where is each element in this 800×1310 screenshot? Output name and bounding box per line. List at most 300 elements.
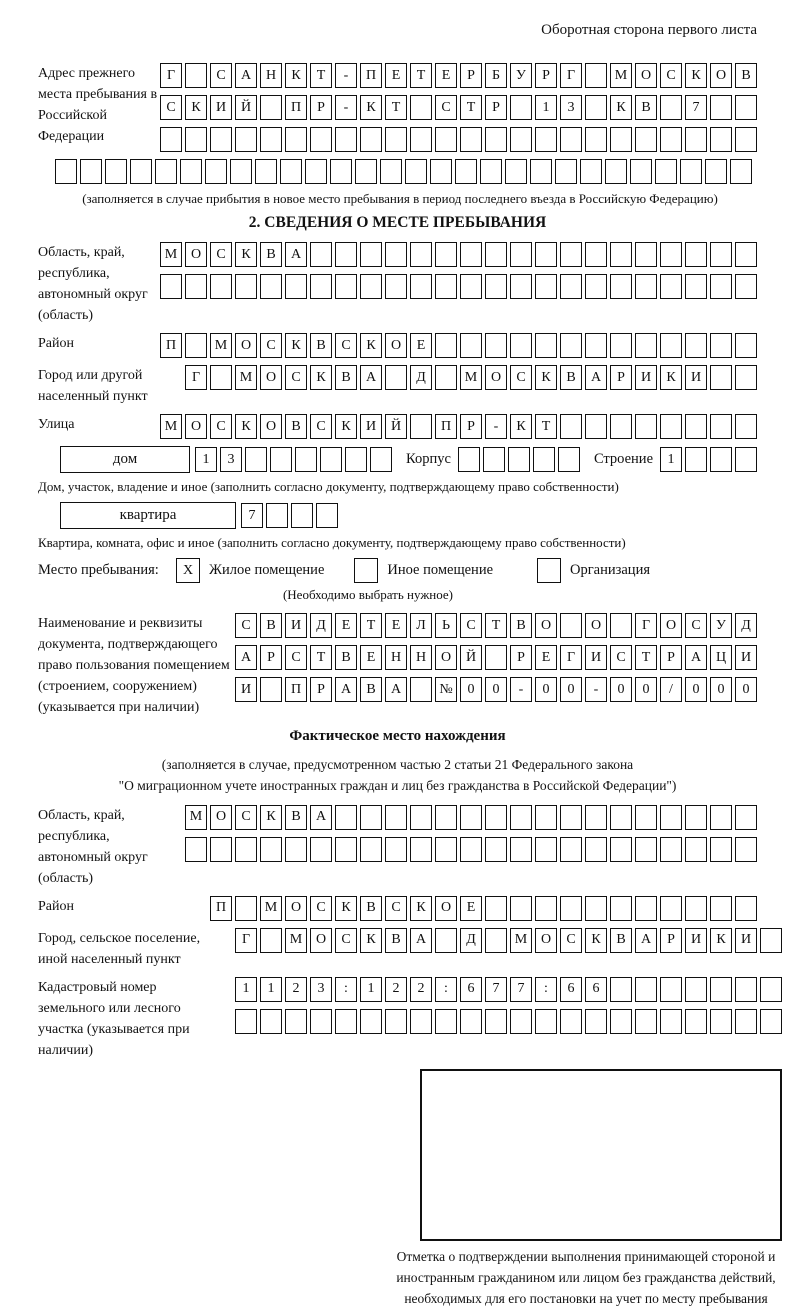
char-cell[interactable]: 3: [560, 95, 582, 120]
char-cell[interactable]: :: [335, 977, 357, 1002]
char-cell[interactable]: 1: [235, 977, 257, 1002]
char-cell[interactable]: [510, 333, 532, 358]
char-cell[interactable]: -: [510, 677, 532, 702]
char-cell[interactable]: [685, 333, 707, 358]
char-cell[interactable]: [310, 127, 332, 152]
char-cell[interactable]: И: [360, 414, 382, 439]
char-cell[interactable]: [635, 414, 657, 439]
char-cell[interactable]: [260, 1009, 282, 1034]
char-cell[interactable]: 2: [385, 977, 407, 1002]
char-cell[interactable]: М: [510, 928, 532, 953]
char-cell[interactable]: [660, 977, 682, 1002]
char-cell[interactable]: К: [535, 365, 557, 390]
char-cell[interactable]: С: [235, 613, 257, 638]
char-cell[interactable]: [585, 1009, 607, 1034]
char-cell[interactable]: К: [335, 414, 357, 439]
char-cell[interactable]: [585, 242, 607, 267]
char-cell[interactable]: Е: [410, 333, 432, 358]
char-cell[interactable]: К: [260, 805, 282, 830]
char-cell[interactable]: 3: [220, 447, 242, 472]
char-cell[interactable]: [635, 896, 657, 921]
char-cell[interactable]: Е: [385, 63, 407, 88]
char-cell[interactable]: [260, 274, 282, 299]
char-cell[interactable]: М: [460, 365, 482, 390]
char-cell[interactable]: К: [335, 896, 357, 921]
char-cell[interactable]: [435, 242, 457, 267]
char-cell[interactable]: Ь: [435, 613, 457, 638]
char-cell[interactable]: Д: [310, 613, 332, 638]
char-cell[interactable]: [508, 447, 530, 472]
char-cell[interactable]: С: [160, 95, 182, 120]
char-cell[interactable]: И: [685, 928, 707, 953]
char-cell[interactable]: [630, 159, 652, 184]
char-cell[interactable]: К: [510, 414, 532, 439]
char-cell[interactable]: [610, 613, 632, 638]
char-cell[interactable]: [685, 242, 707, 267]
char-cell[interactable]: [485, 1009, 507, 1034]
char-cell[interactable]: [610, 837, 632, 862]
char-cell[interactable]: П: [210, 896, 232, 921]
char-cell[interactable]: [580, 159, 602, 184]
char-cell[interactable]: [235, 896, 257, 921]
char-cell[interactable]: [710, 414, 732, 439]
other-premises-checkbox[interactable]: [354, 558, 378, 583]
char-cell[interactable]: [760, 1009, 782, 1034]
char-cell[interactable]: А: [585, 365, 607, 390]
char-cell[interactable]: [80, 159, 102, 184]
char-cell[interactable]: О: [310, 928, 332, 953]
char-cell[interactable]: [735, 1009, 757, 1034]
char-cell[interactable]: [705, 159, 727, 184]
char-cell[interactable]: Е: [385, 613, 407, 638]
char-cell[interactable]: А: [310, 805, 332, 830]
char-cell[interactable]: [585, 414, 607, 439]
char-cell[interactable]: [485, 333, 507, 358]
char-cell[interactable]: О: [535, 928, 557, 953]
char-cell[interactable]: Г: [160, 63, 182, 88]
char-cell[interactable]: В: [335, 365, 357, 390]
char-cell[interactable]: [260, 677, 282, 702]
char-cell[interactable]: [360, 242, 382, 267]
char-cell[interactable]: [285, 274, 307, 299]
char-cell[interactable]: О: [535, 613, 557, 638]
char-cell[interactable]: [410, 837, 432, 862]
char-cell[interactable]: [635, 805, 657, 830]
char-cell[interactable]: [210, 837, 232, 862]
char-cell[interactable]: [735, 805, 757, 830]
char-cell[interactable]: [485, 645, 507, 670]
char-cell[interactable]: [185, 63, 207, 88]
char-cell[interactable]: И: [735, 928, 757, 953]
char-cell[interactable]: [660, 274, 682, 299]
char-cell[interactable]: Е: [535, 645, 557, 670]
char-cell[interactable]: [210, 127, 232, 152]
char-cell[interactable]: [585, 274, 607, 299]
char-cell[interactable]: 0: [635, 677, 657, 702]
char-cell[interactable]: А: [235, 645, 257, 670]
char-cell[interactable]: [510, 1009, 532, 1034]
char-cell[interactable]: Т: [460, 95, 482, 120]
char-cell[interactable]: Й: [460, 645, 482, 670]
char-cell[interactable]: [585, 63, 607, 88]
char-cell[interactable]: О: [485, 365, 507, 390]
char-cell[interactable]: Н: [385, 645, 407, 670]
char-cell[interactable]: [355, 159, 377, 184]
char-cell[interactable]: И: [635, 365, 657, 390]
char-cell[interactable]: 2: [285, 977, 307, 1002]
char-cell[interactable]: Р: [660, 928, 682, 953]
char-cell[interactable]: Е: [360, 645, 382, 670]
char-cell[interactable]: [685, 1009, 707, 1034]
char-cell[interactable]: [480, 159, 502, 184]
char-cell[interactable]: [435, 805, 457, 830]
char-cell[interactable]: И: [235, 677, 257, 702]
char-cell[interactable]: О: [185, 414, 207, 439]
char-cell[interactable]: [610, 896, 632, 921]
char-cell[interactable]: 1: [360, 977, 382, 1002]
char-cell[interactable]: М: [610, 63, 632, 88]
char-cell[interactable]: [605, 159, 627, 184]
char-cell[interactable]: [510, 837, 532, 862]
char-cell[interactable]: [205, 159, 227, 184]
char-cell[interactable]: [735, 365, 757, 390]
char-cell[interactable]: [535, 333, 557, 358]
char-cell[interactable]: В: [385, 928, 407, 953]
char-cell[interactable]: [560, 333, 582, 358]
char-cell[interactable]: К: [235, 242, 257, 267]
char-cell[interactable]: Р: [485, 95, 507, 120]
char-cell[interactable]: 0: [685, 677, 707, 702]
char-cell[interactable]: О: [435, 645, 457, 670]
char-cell[interactable]: [710, 1009, 732, 1034]
char-cell[interactable]: Р: [510, 645, 532, 670]
char-cell[interactable]: [305, 159, 327, 184]
char-cell[interactable]: [510, 274, 532, 299]
char-cell[interactable]: С: [210, 414, 232, 439]
char-cell[interactable]: Т: [410, 63, 432, 88]
char-cell[interactable]: [710, 896, 732, 921]
char-cell[interactable]: [560, 127, 582, 152]
char-cell[interactable]: [410, 274, 432, 299]
char-cell[interactable]: [335, 837, 357, 862]
char-cell[interactable]: К: [660, 365, 682, 390]
char-cell[interactable]: М: [185, 805, 207, 830]
char-cell[interactable]: [760, 977, 782, 1002]
char-cell[interactable]: 0: [735, 677, 757, 702]
char-cell[interactable]: А: [360, 365, 382, 390]
char-cell[interactable]: [435, 365, 457, 390]
char-cell[interactable]: [385, 127, 407, 152]
char-cell[interactable]: 7: [241, 503, 263, 528]
char-cell[interactable]: А: [285, 242, 307, 267]
char-cell[interactable]: 3: [310, 977, 332, 1002]
char-cell[interactable]: В: [285, 805, 307, 830]
char-cell[interactable]: [260, 837, 282, 862]
char-cell[interactable]: 1: [260, 977, 282, 1002]
char-cell[interactable]: 6: [585, 977, 607, 1002]
char-cell[interactable]: [485, 928, 507, 953]
char-cell[interactable]: У: [710, 613, 732, 638]
char-cell[interactable]: [460, 837, 482, 862]
char-cell[interactable]: [460, 127, 482, 152]
char-cell[interactable]: [485, 242, 507, 267]
char-cell[interactable]: [685, 805, 707, 830]
char-cell[interactable]: [710, 242, 732, 267]
char-cell[interactable]: [510, 896, 532, 921]
char-cell[interactable]: И: [735, 645, 757, 670]
char-cell[interactable]: С: [435, 95, 457, 120]
char-cell[interactable]: [710, 95, 732, 120]
char-cell[interactable]: [710, 447, 732, 472]
char-cell[interactable]: [185, 333, 207, 358]
char-cell[interactable]: К: [235, 414, 257, 439]
char-cell[interactable]: К: [610, 95, 632, 120]
char-cell[interactable]: [335, 127, 357, 152]
char-cell[interactable]: В: [360, 677, 382, 702]
char-cell[interactable]: [458, 447, 480, 472]
char-cell[interactable]: [130, 159, 152, 184]
char-cell[interactable]: [585, 896, 607, 921]
char-cell[interactable]: [635, 333, 657, 358]
char-cell[interactable]: Р: [460, 414, 482, 439]
char-cell[interactable]: К: [410, 896, 432, 921]
char-cell[interactable]: [535, 242, 557, 267]
char-cell[interactable]: 0: [535, 677, 557, 702]
char-cell[interactable]: [510, 127, 532, 152]
char-cell[interactable]: [560, 613, 582, 638]
char-cell[interactable]: [485, 896, 507, 921]
char-cell[interactable]: :: [535, 977, 557, 1002]
char-cell[interactable]: [610, 242, 632, 267]
char-cell[interactable]: [291, 503, 313, 528]
char-cell[interactable]: [410, 677, 432, 702]
char-cell[interactable]: У: [510, 63, 532, 88]
char-cell[interactable]: [270, 447, 292, 472]
char-cell[interactable]: [685, 274, 707, 299]
char-cell[interactable]: [510, 805, 532, 830]
char-cell[interactable]: -: [335, 95, 357, 120]
char-cell[interactable]: [660, 805, 682, 830]
char-cell[interactable]: Е: [460, 896, 482, 921]
char-cell[interactable]: [235, 274, 257, 299]
char-cell[interactable]: [335, 1009, 357, 1034]
char-cell[interactable]: С: [510, 365, 532, 390]
char-cell[interactable]: [735, 447, 757, 472]
char-cell[interactable]: [710, 977, 732, 1002]
char-cell[interactable]: [560, 896, 582, 921]
char-cell[interactable]: [285, 837, 307, 862]
char-cell[interactable]: Р: [660, 645, 682, 670]
char-cell[interactable]: О: [235, 333, 257, 358]
char-cell[interactable]: [370, 447, 392, 472]
char-cell[interactable]: 6: [460, 977, 482, 1002]
char-cell[interactable]: [730, 159, 752, 184]
char-cell[interactable]: [710, 127, 732, 152]
char-cell[interactable]: [155, 159, 177, 184]
char-cell[interactable]: [535, 127, 557, 152]
char-cell[interactable]: К: [285, 333, 307, 358]
char-cell[interactable]: [360, 127, 382, 152]
char-cell[interactable]: [245, 447, 267, 472]
char-cell[interactable]: [235, 837, 257, 862]
char-cell[interactable]: [585, 95, 607, 120]
char-cell[interactable]: 1: [535, 95, 557, 120]
char-cell[interactable]: [105, 159, 127, 184]
char-cell[interactable]: П: [285, 95, 307, 120]
char-cell[interactable]: Г: [235, 928, 257, 953]
char-cell[interactable]: [585, 805, 607, 830]
char-cell[interactable]: [560, 274, 582, 299]
char-cell[interactable]: [485, 127, 507, 152]
char-cell[interactable]: [460, 242, 482, 267]
char-cell[interactable]: Б: [485, 63, 507, 88]
char-cell[interactable]: М: [160, 242, 182, 267]
char-cell[interactable]: С: [260, 333, 282, 358]
char-cell[interactable]: С: [660, 63, 682, 88]
char-cell[interactable]: П: [285, 677, 307, 702]
char-cell[interactable]: [335, 805, 357, 830]
char-cell[interactable]: О: [185, 242, 207, 267]
char-cell[interactable]: О: [260, 365, 282, 390]
char-cell[interactable]: [310, 837, 332, 862]
char-cell[interactable]: [610, 1009, 632, 1034]
char-cell[interactable]: [380, 159, 402, 184]
char-cell[interactable]: [635, 127, 657, 152]
char-cell[interactable]: [483, 447, 505, 472]
char-cell[interactable]: [410, 95, 432, 120]
char-cell[interactable]: [360, 837, 382, 862]
char-cell[interactable]: Н: [410, 645, 432, 670]
organization-checkbox[interactable]: [537, 558, 561, 583]
char-cell[interactable]: П: [160, 333, 182, 358]
char-cell[interactable]: [735, 837, 757, 862]
char-cell[interactable]: [735, 977, 757, 1002]
char-cell[interactable]: [610, 414, 632, 439]
char-cell[interactable]: [610, 274, 632, 299]
char-cell[interactable]: О: [210, 805, 232, 830]
char-cell[interactable]: Е: [335, 613, 357, 638]
char-cell[interactable]: [560, 242, 582, 267]
char-cell[interactable]: [610, 805, 632, 830]
char-cell[interactable]: А: [235, 63, 257, 88]
char-cell[interactable]: [335, 274, 357, 299]
char-cell[interactable]: В: [310, 333, 332, 358]
char-cell[interactable]: М: [285, 928, 307, 953]
char-cell[interactable]: С: [335, 928, 357, 953]
char-cell[interactable]: К: [360, 95, 382, 120]
char-cell[interactable]: [235, 1009, 257, 1034]
char-cell[interactable]: [680, 159, 702, 184]
char-cell[interactable]: [535, 274, 557, 299]
char-cell[interactable]: [660, 127, 682, 152]
char-cell[interactable]: [610, 333, 632, 358]
char-cell[interactable]: А: [635, 928, 657, 953]
char-cell[interactable]: Г: [560, 645, 582, 670]
char-cell[interactable]: [260, 928, 282, 953]
char-cell[interactable]: Р: [535, 63, 557, 88]
char-cell[interactable]: Р: [610, 365, 632, 390]
char-cell[interactable]: [360, 805, 382, 830]
char-cell[interactable]: [385, 805, 407, 830]
char-cell[interactable]: В: [260, 613, 282, 638]
char-cell[interactable]: В: [285, 414, 307, 439]
char-cell[interactable]: [435, 837, 457, 862]
char-cell[interactable]: [735, 95, 757, 120]
char-cell[interactable]: А: [410, 928, 432, 953]
char-cell[interactable]: [255, 159, 277, 184]
char-cell[interactable]: Г: [560, 63, 582, 88]
char-cell[interactable]: [655, 159, 677, 184]
char-cell[interactable]: 2: [410, 977, 432, 1002]
char-cell[interactable]: [435, 274, 457, 299]
char-cell[interactable]: И: [585, 645, 607, 670]
char-cell[interactable]: [635, 837, 657, 862]
char-cell[interactable]: С: [310, 896, 332, 921]
char-cell[interactable]: -: [485, 414, 507, 439]
char-cell[interactable]: С: [335, 333, 357, 358]
char-cell[interactable]: [535, 1009, 557, 1034]
char-cell[interactable]: [260, 95, 282, 120]
char-cell[interactable]: С: [235, 805, 257, 830]
char-cell[interactable]: О: [285, 896, 307, 921]
char-cell[interactable]: О: [585, 613, 607, 638]
char-cell[interactable]: [560, 414, 582, 439]
char-cell[interactable]: [485, 837, 507, 862]
char-cell[interactable]: Д: [735, 613, 757, 638]
char-cell[interactable]: [535, 837, 557, 862]
char-cell[interactable]: 0: [460, 677, 482, 702]
char-cell[interactable]: [660, 333, 682, 358]
char-cell[interactable]: О: [260, 414, 282, 439]
char-cell[interactable]: [266, 503, 288, 528]
char-cell[interactable]: №: [435, 677, 457, 702]
char-cell[interactable]: В: [735, 63, 757, 88]
char-cell[interactable]: [610, 127, 632, 152]
char-cell[interactable]: [410, 127, 432, 152]
char-cell[interactable]: 0: [610, 677, 632, 702]
char-cell[interactable]: [385, 242, 407, 267]
char-cell[interactable]: [410, 414, 432, 439]
char-cell[interactable]: Р: [310, 95, 332, 120]
char-cell[interactable]: [560, 837, 582, 862]
char-cell[interactable]: [660, 242, 682, 267]
char-cell[interactable]: [710, 274, 732, 299]
char-cell[interactable]: [385, 365, 407, 390]
char-cell[interactable]: [560, 805, 582, 830]
char-cell[interactable]: [660, 896, 682, 921]
char-cell[interactable]: [185, 837, 207, 862]
char-cell[interactable]: 0: [560, 677, 582, 702]
char-cell[interactable]: А: [685, 645, 707, 670]
char-cell[interactable]: [385, 274, 407, 299]
char-cell[interactable]: Т: [385, 95, 407, 120]
char-cell[interactable]: [410, 242, 432, 267]
char-cell[interactable]: [558, 447, 580, 472]
char-cell[interactable]: В: [335, 645, 357, 670]
char-cell[interactable]: [460, 1009, 482, 1034]
char-cell[interactable]: [310, 274, 332, 299]
char-cell[interactable]: П: [360, 63, 382, 88]
char-cell[interactable]: С: [210, 63, 232, 88]
char-cell[interactable]: [485, 805, 507, 830]
char-cell[interactable]: [535, 896, 557, 921]
char-cell[interactable]: :: [435, 977, 457, 1002]
char-cell[interactable]: [535, 805, 557, 830]
char-cell[interactable]: [285, 127, 307, 152]
char-cell[interactable]: [345, 447, 367, 472]
char-cell[interactable]: [185, 127, 207, 152]
char-cell[interactable]: О: [635, 63, 657, 88]
